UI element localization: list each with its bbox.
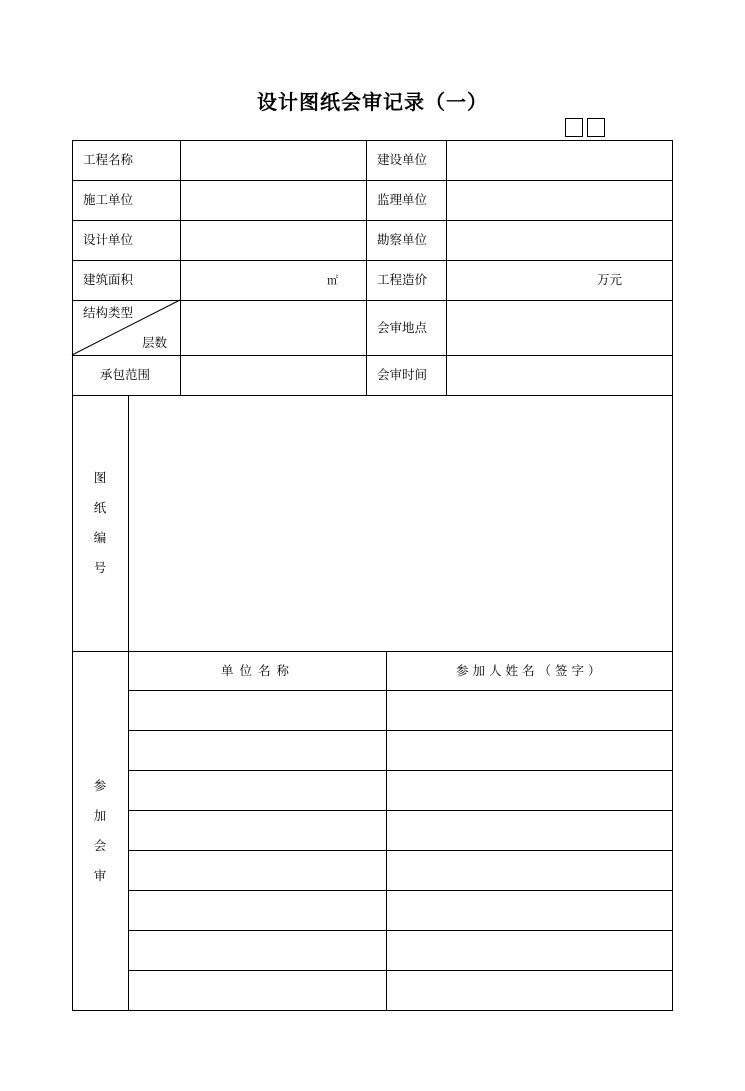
- participant-signature-cell[interactable]: [387, 931, 672, 970]
- design-unit-field[interactable]: [181, 221, 366, 260]
- label-survey-unit: 勘察单位: [377, 232, 428, 247]
- project-name-field[interactable]: [181, 141, 366, 180]
- contract-scope-field[interactable]: [181, 356, 366, 395]
- label-owner-unit: 建设单位: [377, 152, 428, 167]
- label-supervision-unit: 监理单位: [377, 192, 428, 207]
- unit-ten-thousand-yuan: 万元: [597, 272, 623, 287]
- participant-unit-cell[interactable]: [129, 891, 386, 930]
- drawing-number-label: 图纸编号: [93, 470, 107, 575]
- label-review-location: 会审地点: [377, 320, 428, 335]
- label-structure-type: 结构类型: [83, 305, 134, 320]
- label-design-unit: 设计单位: [83, 232, 134, 247]
- participant-signature-cell[interactable]: [387, 771, 672, 810]
- participant-unit-cell[interactable]: [129, 691, 386, 730]
- label-floor-count: 层数: [142, 335, 168, 350]
- structure-type-field[interactable]: [181, 301, 366, 355]
- label-review-time: 会审时间: [377, 367, 428, 382]
- label-project-cost: 工程造价: [377, 272, 428, 287]
- review-location-field[interactable]: [447, 301, 672, 355]
- participant-signature-cell[interactable]: [387, 811, 672, 850]
- participant-signature-cell[interactable]: [387, 851, 672, 890]
- construction-unit-field[interactable]: [181, 181, 366, 220]
- participant-unit-cell[interactable]: [129, 771, 386, 810]
- owner-unit-field[interactable]: [447, 141, 672, 180]
- label-construction-unit: 施工单位: [83, 192, 134, 207]
- building-area-field[interactable]: [181, 261, 321, 300]
- label-project-name: 工程名称: [83, 152, 134, 167]
- participant-unit-cell[interactable]: [129, 811, 386, 850]
- project-cost-field[interactable]: [447, 261, 592, 300]
- participant-unit-cell[interactable]: [129, 931, 386, 970]
- label-building-area: 建筑面积: [83, 272, 134, 287]
- header-unit-name: 单位名称: [221, 663, 296, 678]
- participants-label: 参加会审: [93, 778, 107, 883]
- survey-unit-field[interactable]: [447, 221, 672, 260]
- review-time-field[interactable]: [447, 356, 672, 395]
- header-participant-name: 参加人姓名（签字）: [456, 663, 605, 678]
- unit-square-meters: ㎡: [327, 274, 338, 287]
- participant-signature-cell[interactable]: [387, 971, 672, 1010]
- participant-unit-cell[interactable]: [129, 731, 386, 770]
- supervision-unit-field[interactable]: [447, 181, 672, 220]
- label-contract-scope: 承包范围: [100, 367, 151, 382]
- participant-signature-cell[interactable]: [387, 691, 672, 730]
- page-title: 设计图纸会审记录（一）: [257, 90, 488, 114]
- participant-unit-cell[interactable]: [129, 851, 386, 890]
- participant-signature-cell[interactable]: [387, 891, 672, 930]
- participant-unit-cell[interactable]: [129, 971, 386, 1010]
- participant-signature-cell[interactable]: [387, 731, 672, 770]
- drawing-number-area[interactable]: [129, 396, 672, 651]
